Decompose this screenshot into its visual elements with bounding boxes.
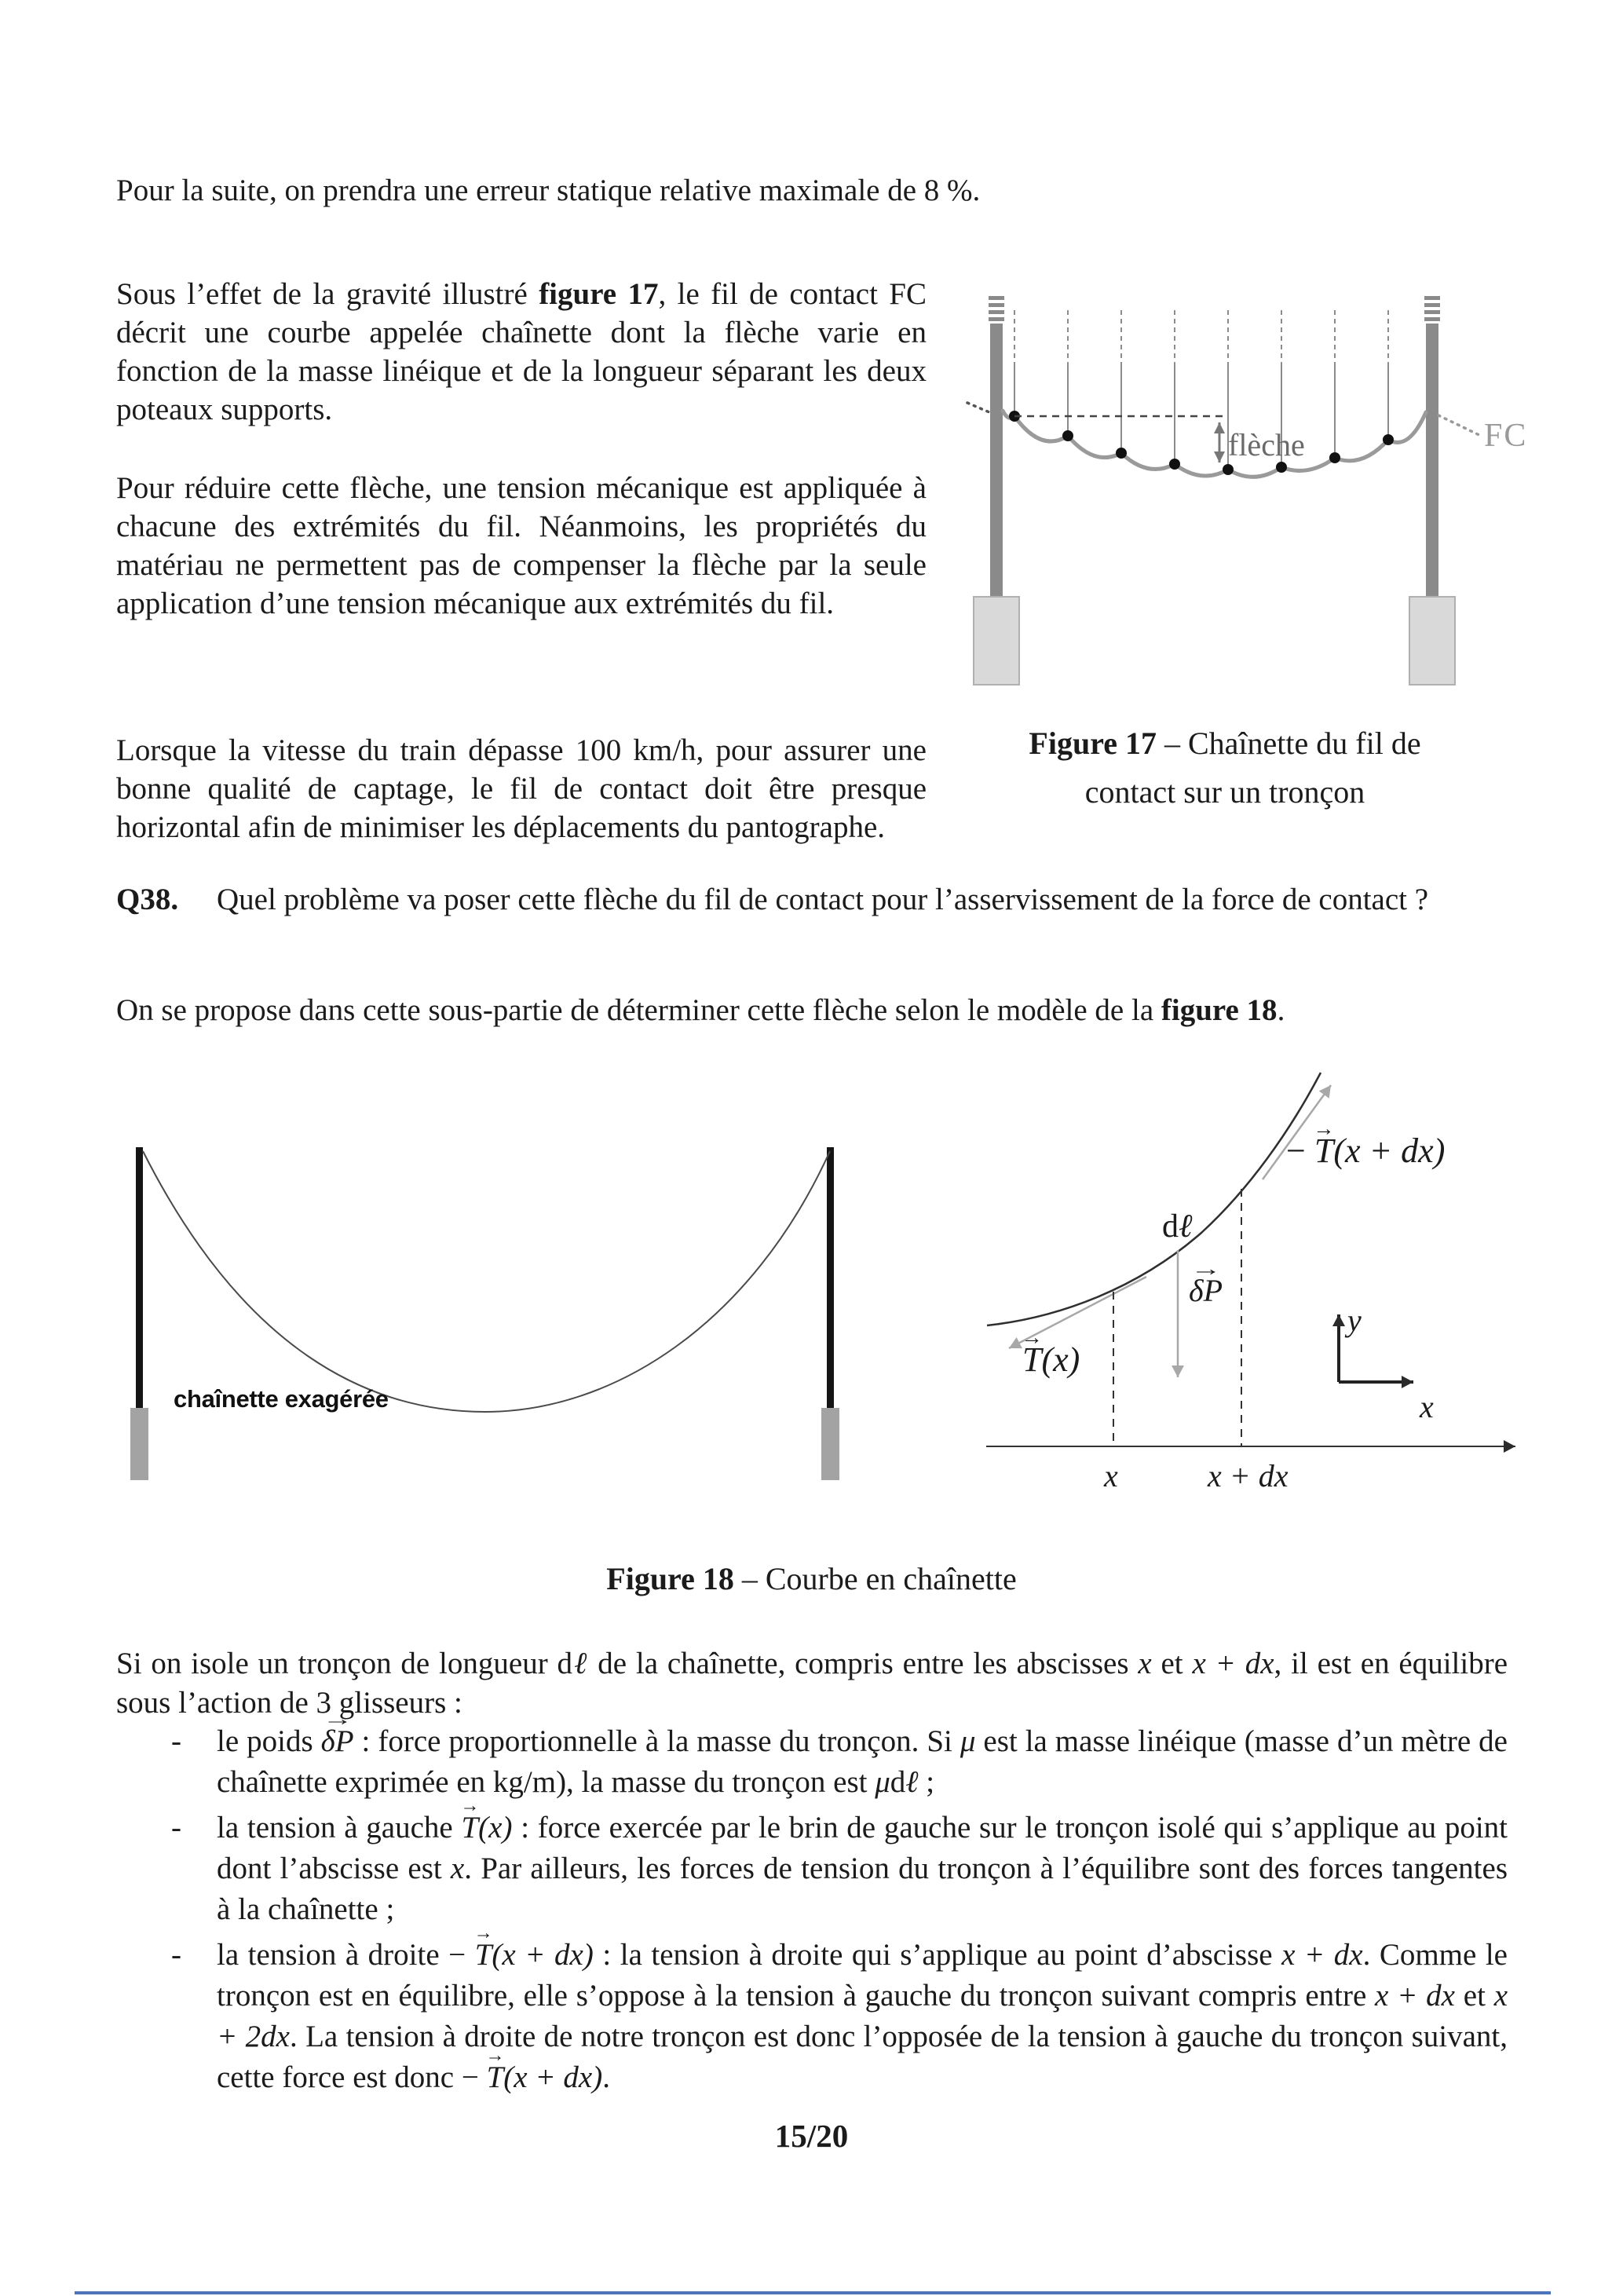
arc-length-label: dℓ: [1162, 1208, 1193, 1245]
paragraph-tension: Pour réduire cette flèche, une tension mécanique est appliquée à chacune des extrémités du fil. Néanmoins, les propriétés du matériau ne permettent pas de compenser la flèche par la seule application d’une tension mécanique aux extrémités du fil.: [116, 471, 927, 620]
tension-left-label: → T(x): [1022, 1340, 1080, 1380]
intro-paragraph: Pour la suite, on prendra une erreur statique relative maximale de 8 %.: [116, 174, 981, 207]
frame-y-label: y: [1347, 1303, 1362, 1338]
frame-x-label: x: [1420, 1389, 1434, 1424]
paragraph-gravity: Sous l’effet de la gravité illustré figure 17, le fil de contact FC décrit une courbe appelée chaînette dont la flèche varie en fonction de la masse linéique et de la longueur séparant les deux poteaux supports.: [116, 277, 927, 426]
paragraph-speed: Lorsque la vitesse du train dépasse 100 km/h, pour assurer une bonne qualité de captage, le fil de contact doit être presque horizontal afin de minimiser les déplacements du pantographe.: [116, 733, 927, 844]
paragraph-propose: On se propose dans cette sous-partie de déterminer cette flèche selon le modèle de la figure 18.: [116, 993, 1285, 1027]
footer-rule: [75, 2291, 1551, 2294]
axis-x-dx-label: x + dx: [1208, 1458, 1289, 1493]
question-q38: [116, 878, 1510, 922]
wire-continuation-left: [967, 403, 989, 412]
contact-wire: [1003, 411, 1426, 477]
figure18-left-svg: [110, 1123, 942, 1563]
figure18-forces-diagram: [966, 1044, 1594, 1555]
figure17-caption: Figure 17 – Chaînette du fil de contact sur un tronçon: [1029, 726, 1421, 810]
fc-label: FC: [1484, 418, 1528, 454]
figure17-diagram: [966, 279, 1594, 707]
list-item-tension-right: - la tension à droite − → T(x + dx) : la tension à droite qui s’applique au point d’abscisse x + dx. Comme le tronçon est en équilibre, elle s’oppose à la tension à gauche du tronçon suivant compris entre x + dx et x + 2dx. La tension à droite de notre tronçon est donc l’opposée de la tension à gauche du tronçon suivant, cette force est donc − → T(x + dx).: [116, 1935, 1508, 2098]
catenary-pole-right: [821, 1147, 839, 1480]
support-pole-right: [1409, 296, 1455, 685]
weight-label: → δP: [1189, 1272, 1223, 1309]
question-text: Quel problème va poser cette flèche du fil de contact pour l’asservissement de la force de contact ?: [217, 883, 1429, 916]
support-pole-left: [974, 296, 1019, 685]
wire-segment-curve: [987, 1073, 1321, 1325]
catenary-label: chaînette exagérée: [174, 1385, 389, 1413]
catenary-pole-left: [130, 1147, 148, 1480]
page-number: 15/20: [774, 2118, 849, 2154]
fleche-label: flèche: [1228, 427, 1305, 462]
catenary-curve: [143, 1151, 830, 1412]
dropper-lines: [1014, 310, 1388, 470]
figure18-catenary-diagram: [110, 1123, 942, 1563]
list-item-tension-left: - la tension à gauche → T(x) : force exercée par le brin de gauche sur le tronçon isolé qui s’applique au point dont l’abscisse est x. Par ailleurs, les forces de tension du tronçon à l’équilibre sont des forces tangentes à la chaînette ;: [116, 1808, 1508, 1930]
question-number: Q38.: [116, 883, 179, 916]
figure18-caption: Figure 18 – Courbe en chaînette: [606, 1561, 1017, 1596]
glisseurs-list: [116, 1721, 1508, 2103]
tension-right-label: − → T(x + dx): [1286, 1131, 1445, 1171]
attachment-dots: [1009, 411, 1394, 475]
list-item-weight: - le poids → δP : force proportionnelle à la masse du tronçon. Si μ est la masse linéique (masse d’un mètre de chaînette exprimée en kg/m), la masse du tronçon est μdℓ ;: [116, 1721, 1508, 1803]
axis-x-label: x: [1104, 1458, 1118, 1493]
paragraph-isolate: Si on isole un tronçon de longueur dℓ de la chaînette, compris entre les abscisses x et x + dx, il est en équilibre sous l’action de 3 glisseurs :: [116, 1647, 1508, 1720]
fc-pointer-line: [1438, 415, 1481, 436]
figure17-svg: [966, 279, 1594, 707]
